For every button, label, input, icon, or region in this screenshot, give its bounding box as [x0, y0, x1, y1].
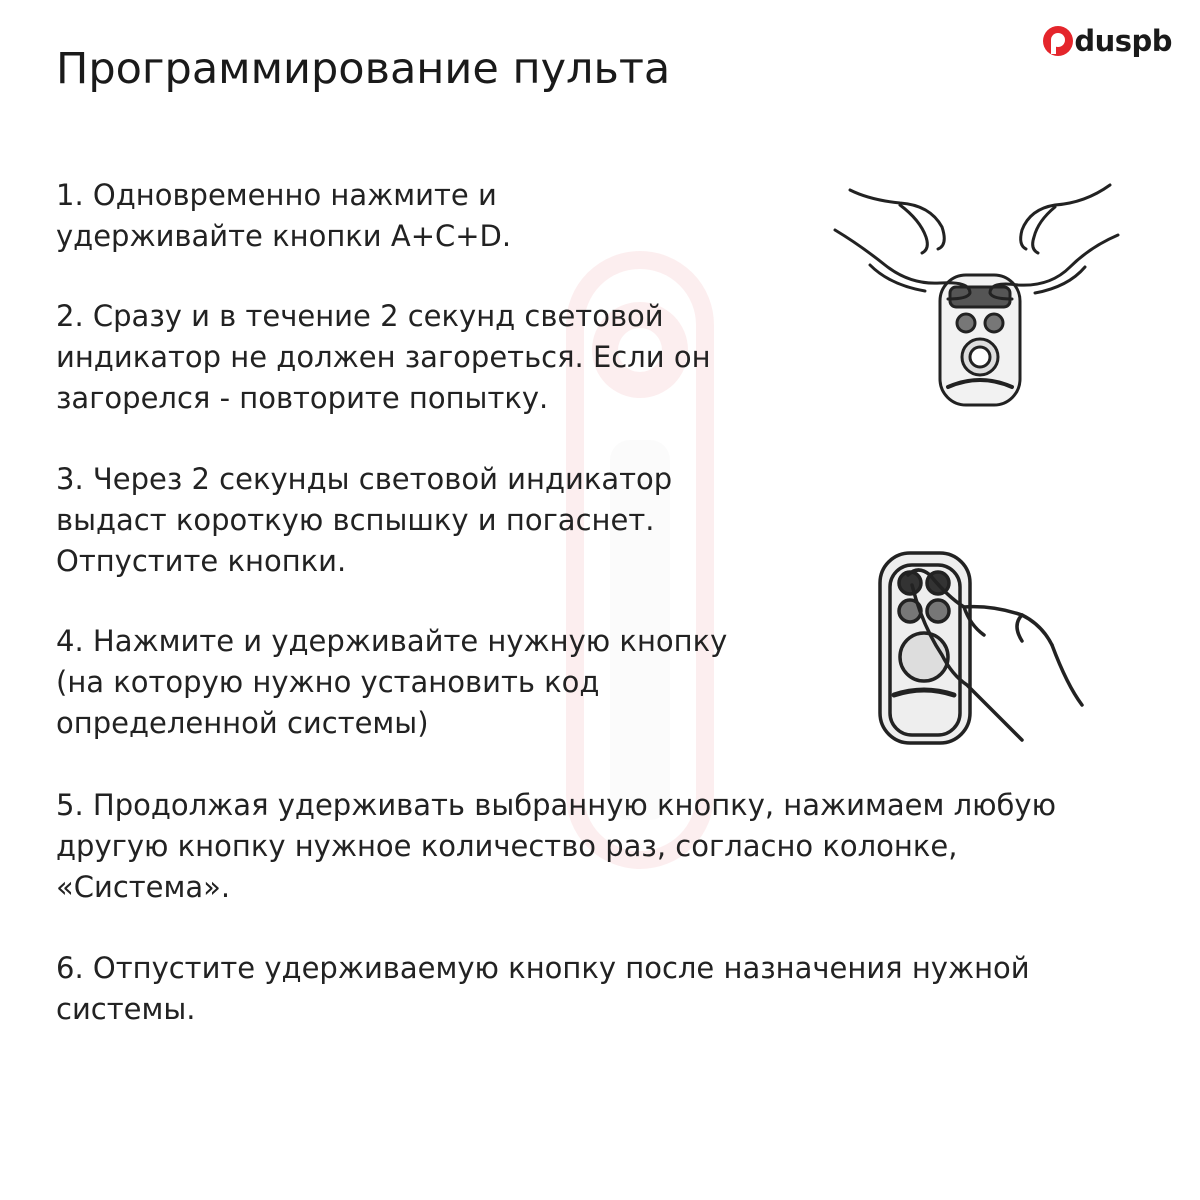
page-title: Программирование пульта	[56, 44, 671, 94]
two-hands-pressing-remote-icon	[830, 175, 1120, 410]
step-4: 4. Нажмите и удерживайте нужную кнопку (на которую нужно установить код определенной системы)	[56, 624, 728, 740]
logo-text: duspb	[1074, 24, 1172, 58]
step-5: 5. Продолжая удерживать выбранную кнопку, нажимаем любую другую кнопку нужное количество раз, согласно колонке, «Система».	[56, 788, 1056, 904]
step-1: 1. Одновременно нажмите и удерживайте кнопки A+C+D.	[56, 178, 512, 253]
step-3: 3. Через 2 секунды световой индикатор выдаст короткую вспышку и погаснет. Отпустите кнопки.	[56, 462, 673, 578]
brand-logo	[1043, 24, 1172, 58]
step-2: 2. Сразу и в течение 2 секунд световой индикатор не должен загореться. Если он загорелся - повторите попытку.	[56, 299, 711, 415]
step-6: 6. Отпустите удерживаемую кнопку после назначения нужной системы.	[56, 951, 1030, 1026]
hand-pressing-remote-button-icon	[872, 545, 1087, 755]
logo-icon	[1043, 26, 1073, 56]
